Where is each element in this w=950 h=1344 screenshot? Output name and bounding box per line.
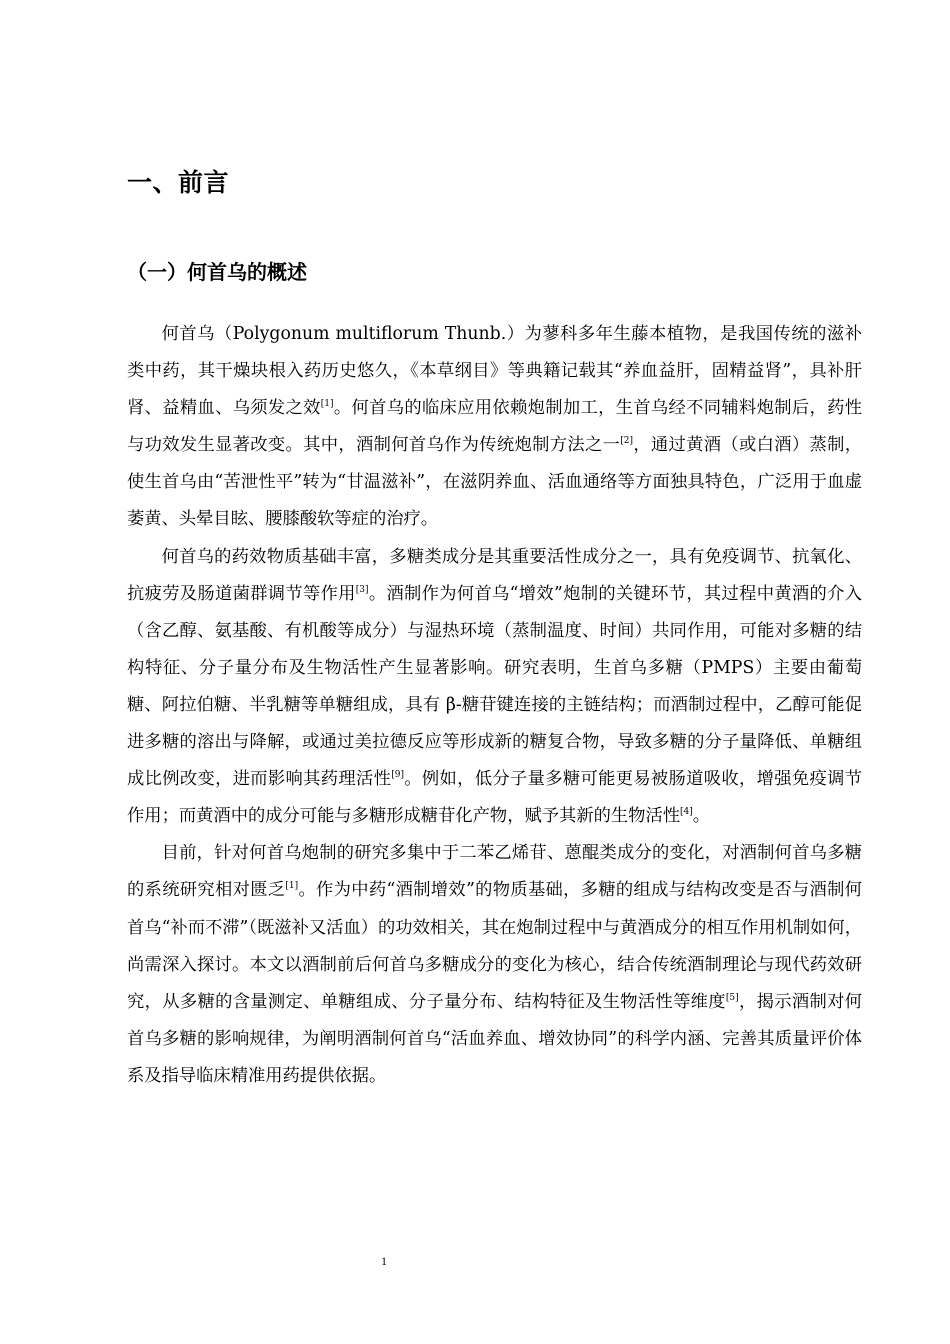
text-run: 。例如，低分子量多糖可能更易被肠道吸收，增强免疫调节作用；而黄酒中的成分可能与多糖形成糖苷化产物，赋予其新的生物活性 bbox=[127, 769, 862, 827]
citation: [4] bbox=[680, 807, 693, 818]
chapter-heading: 一、前言 bbox=[127, 168, 230, 197]
text-run: ，揭示酒制对何首乌多糖的影响规律，为阐明酒制何首乌“活血养血、增效协同”的科学内涵、完善其质量评价体系及指导临床精准用药提供依据。 bbox=[127, 991, 862, 1086]
citation: [5] bbox=[725, 992, 739, 1003]
citation: [1] bbox=[285, 881, 299, 892]
paragraph bbox=[127, 835, 862, 1095]
text-run: 何首乌的药效物质基础丰富，多糖类成分是其重要活性成分之一，具有免疫调节、抗氧化、抗疲劳及肠道菌群调节等作用 bbox=[127, 546, 862, 604]
citation: [2] bbox=[620, 436, 633, 447]
page-number: 1 bbox=[381, 1254, 387, 1268]
section-heading: （一）何首乌的概述 bbox=[127, 260, 307, 284]
text-run: 何首乌（Polygonum multiflorum Thunb.）为蓼科多年生藤本植物，是我国传统的滋补类中药，其干燥块根入药历史悠久，《本草纲目》等典籍记载其“养血益肝，固精益肾”，具补肝肾、益精血、乌须发之效 bbox=[127, 324, 862, 419]
text-run: 。酒制作为何首乌“增效”炮制的关键环节，其过程中黄酒的介入（含乙醇、氨基酸、有机酸等成分）与湿热环境（蒸制温度、时间）共同作用，可能对多糖的结构特征、分子量分布及生物活性产生显著影响。研究表明，生首乌多糖（PMPS）主要由葡萄糖、阿拉伯糖、半乳糖等单糖组成，具有 β-糖苷键连接的主链结构；而酒制过程中，乙醇可能促进多糖的溶出与降解，或通过美拉德反应等形成新的糖复合物，导致多糖的分子量降低、单糖组成比例改变，进而影响其药理活性 bbox=[127, 583, 862, 790]
citation: [9] bbox=[391, 770, 404, 781]
text-run: ，通过黄酒（或白酒）蒸制，使生首乌由“苦泄性平”转为“甘温滋补”，在滋阴养血、活血通络等方面独具特色，广泛用于血虚萎黄、头晕目眩、腰膝酸软等症的治疗。 bbox=[127, 435, 862, 530]
paragraph bbox=[127, 316, 862, 539]
text-run: 。何首乌的临床应用依赖炮制加工，生首乌经不同辅料炮制后，药性与功效发生显著改变。其中，酒制何首乌作为传统炮制方法之一 bbox=[127, 398, 862, 456]
paragraph bbox=[127, 539, 862, 836]
citation: [1] bbox=[320, 399, 334, 410]
text-run: 。作为中药“酒制增效”的物质基础，多糖的组成与结构改变是否与酒制何首乌“补而不滞”（既滋补又活血）的功效相关，其在炮制过程中与黄酒成分的相互作用机制如何，尚需深入探讨。本文以酒制前后何首乌多糖成分的变化为核心，结合传统酒制理论与现代药效研究，从多糖的含量测定、单糖组成、分子量分布、结构特征及生物活性等维度 bbox=[127, 880, 862, 1012]
text-run: 。 bbox=[692, 806, 711, 827]
citation: [3] bbox=[355, 584, 369, 595]
text-run: 目前，针对何首乌炮制的研究多集中于二苯乙烯苷、蒽醌类成分的变化，对酒制何首乌多糖的系统研究相对匮乏 bbox=[127, 843, 862, 901]
body-text bbox=[127, 316, 862, 1095]
